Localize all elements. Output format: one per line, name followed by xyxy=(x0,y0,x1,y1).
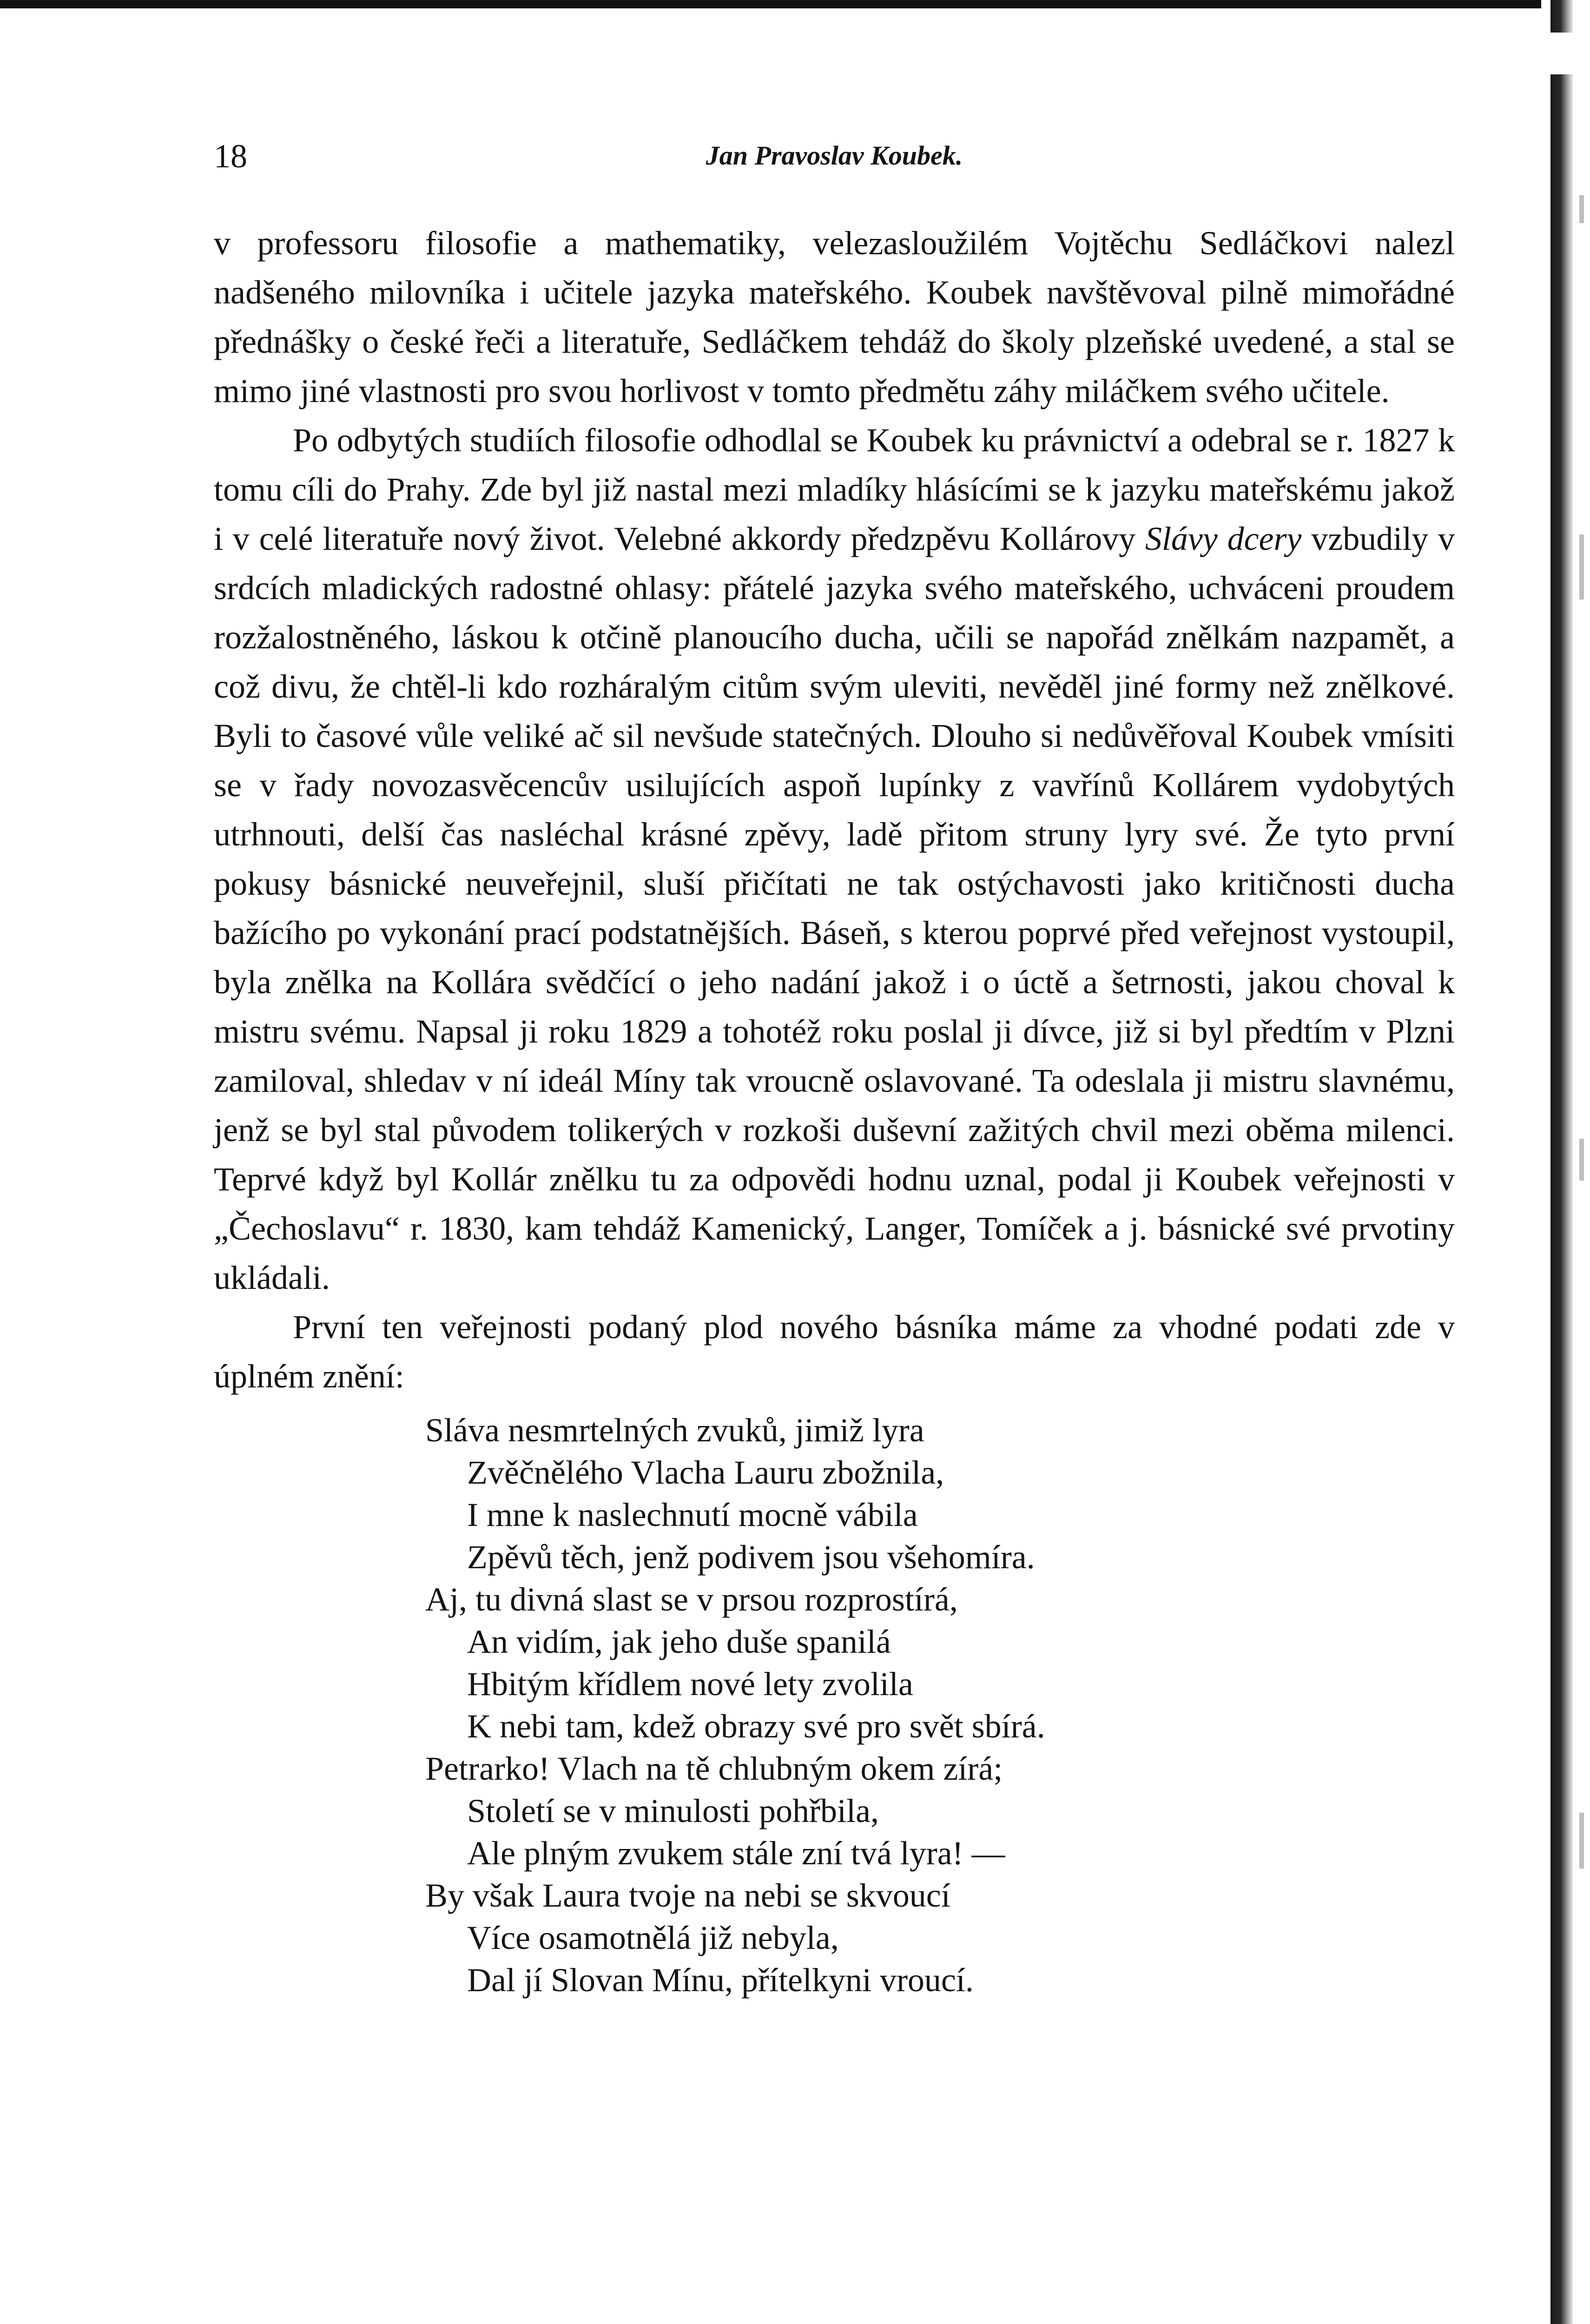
poem-line: Ale plným zvukem stále zní tvá lyra! — xyxy=(467,1835,1005,1872)
poem-line: Aj, tu divná slast se v prsou rozprostírá, xyxy=(425,1581,958,1618)
poem-line: I mne k naslechnutí mocně vábila xyxy=(467,1496,918,1533)
scan-binding-edge xyxy=(1541,0,1590,2324)
poem-line: Zvěčnělého Vlacha Lauru zbožnila, xyxy=(467,1454,944,1491)
poem-line: Sláva nesmrtelných zvuků, jimiž lyra xyxy=(425,1412,924,1449)
poem-line: Více osamotnělá již nebyla, xyxy=(467,1919,839,1956)
poem-line: Dal jí Slovan Mínu, přítelkyni vroucí. xyxy=(467,1961,974,1999)
sonnet xyxy=(214,1409,1455,2001)
page-body xyxy=(214,218,1455,2001)
poem-line: Hbitým křídlem nové lety zvolila xyxy=(467,1665,913,1703)
poem-line: Zpěvů těch, jenž podivem jsou všehomíra. xyxy=(467,1538,1035,1576)
edge-mark xyxy=(1579,1813,1584,1868)
scan-top-edge xyxy=(0,0,1590,8)
poem-line: Století se v minulosti pohřbila, xyxy=(467,1792,879,1829)
paragraph xyxy=(214,1302,1455,1401)
edge-mark xyxy=(1579,535,1584,600)
paragraph-text: Po odbytých studiích filosofie odhodlal se Koubek ku právnictví a odebral se r. 1827 k tomu cíli do Prahy. Zde byl již nastal mezi mladíky hlásícími se k jazyku mateřskému jakož i v celé literatuře nový život. Velebné akkordy předzpěvu Kollárovy xyxy=(214,422,1455,557)
binding-notch xyxy=(1550,33,1577,74)
poem-line: An vidím, jak jeho duše spanilá xyxy=(467,1623,891,1660)
page-number: 18 xyxy=(214,138,247,175)
running-head: Jan Pravoslav Koubek. xyxy=(706,140,963,171)
paragraph-text: v professoru filosofie a mathematiky, velezasloužilém Vojtěchu Sedláčkovi nalezl nadšeného milovníka i učitele jazyka mateřského. Koubek navštěvoval pilně mimořádné přednášky o české řeči a literatuře, Sedláčkem tehdáž do školy plzeňské uvedené, a stal se mimo jiné vlastnosti pro svou horlivost v tomto předmětu záhy miláčkem svého učitele. xyxy=(214,224,1455,409)
poem-line: Petrarko! Vlach na tě chlubným okem zírá; xyxy=(425,1750,1003,1787)
paragraph-text: vzbudily v srdcích mladických radostné ohlasy: přátelé jazyka svého mateřského, uchváceni proudem rozžalostněného, láskou k otčině planoucího ducha, učili se napořád znělkám nazpamět, a což divu, že chtěl-li kdo rozháralým citům svým uleviti, nevěděl jiné formy než znělkové. Byli to časové vůle veliké ač sil nevšude statečných. Dlouho si nedůvěřoval Koubek vmísiti se v řady novozasvěcencův usilujících aspoň lupínky z vavřínů Kollárem vydobytých utrhnouti, delší čas nasléchal krásné zpěvy, ladě přitom struny lyry své. Že tyto první pokusy básnické neuveřejnil, sluší přičítati ne tak ostýchavosti jako kritičnosti ducha bažícího po vykonání prací podstatnějších. Báseň, s kterou poprvé před veřejnost vystoupil, byla znělka na Kollára svědčící o jeho nadání jakož i o úctě a šetrnosti, jakou choval k mistru svému. Napsal ji roku 1829 a tohotéž roku poslal ji dívce, již si byl předtím v Plzni zamiloval, shledav v ní ideál Míny tak vroucně oslavované. Ta odeslala ji mistru slavnému, jenž se byl stal původem tolikerých v rozkoši duševní zažitých chvil mezi oběma milenci. Teprvé když byl Kollár znělku tu za odpovědi hodnu uznal, podal ji Koubek veřejnosti v „Čechoslavu“ r. 1830, kam tehdáž Kamenický, Langer, Tomíček a j. básnické své prvotiny ukládali. xyxy=(214,520,1455,1296)
work-title: Slávy dcery xyxy=(1145,520,1302,557)
edge-mark xyxy=(1579,195,1584,223)
binding-shadow xyxy=(1550,0,1573,2324)
page-header xyxy=(214,137,1455,193)
paragraph-text: První ten veřejnosti podaný plod nového básníka máme za vhodné podati zde v úplném znění: xyxy=(214,1308,1455,1395)
edge-mark xyxy=(1579,1139,1584,1181)
paragraph xyxy=(214,218,1455,416)
poem-line: By však Laura tvoje na nebi se skvoucí xyxy=(425,1877,950,1914)
paragraph xyxy=(214,416,1455,1302)
poem-line: K nebi tam, kdež obrazy své pro svět sbírá. xyxy=(467,1708,1045,1745)
